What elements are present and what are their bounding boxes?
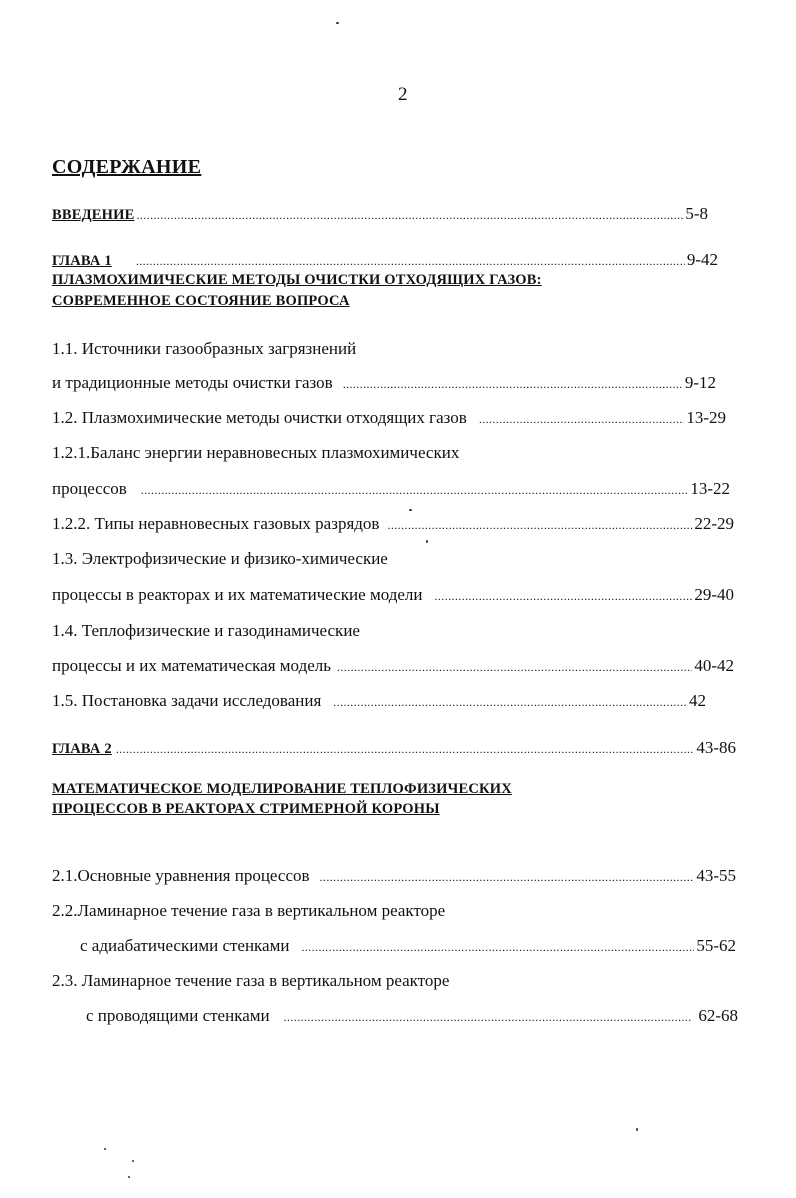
toc-entry-1-1[interactable] [52,373,716,393]
toc-entry-2-1[interactable] [52,866,736,886]
toc-entry-1-4[interactable] [52,656,734,676]
page-title: СОДЕРЖАНИЕ [52,156,202,178]
toc-pages: 40-42 [694,656,734,675]
toc-entry-2-2-line1: 2.2.Ламинарное течение газа в вертикальном реакторе [52,901,446,920]
toc-pages: 43-86 [696,738,736,757]
toc-pages: 9-42 [686,250,718,269]
toc-pages: 5-8 [685,204,708,223]
toc-pages: 9-12 [684,373,716,392]
toc-label: процессов [52,479,127,498]
dot-leader [343,377,683,392]
dot-leader [320,870,695,885]
dot-leader [387,518,692,533]
toc-pages: 42 [689,691,706,710]
dot-leader [435,589,693,604]
dot-leader [141,483,689,498]
toc-entry-chapter2[interactable] [52,738,736,758]
toc-entry-2-3-line1: 2.3. Ламинарное течение газа в вертикальном реакторе [52,971,450,990]
chapter2-title-line1: МАТЕМАТИЧЕСКОЕ МОДЕЛИРОВАНИЕ ТЕПЛОФИЗИЧЕСКИХ [52,781,512,797]
toc-label: процессы и их математическая модель [52,656,331,675]
toc-label: с адиабатическими стенками [80,936,290,955]
toc-pages: 22-29 [694,514,734,533]
dot-leader [301,940,694,955]
scan-speck [132,1160,134,1162]
chapter2-title-line2: ПРОЦЕССОВ В РЕАКТОРАХ СТРИМЕРНОЙ КОРОНЫ [52,801,440,817]
dot-leader [136,254,685,269]
toc-label: 1.2.2. Типы неравновесных газовых разрядов [52,514,380,533]
toc-pages: 43-55 [696,866,736,885]
toc-entry-2-2[interactable] [80,936,736,956]
toc-label: 1.5. Постановка задачи исследования [52,691,322,710]
chapter1-title-line2: СОВРЕМЕННОЕ СОСТОЯНИЕ ВОПРОСА [52,293,350,309]
toc-label: ВВЕДЕНИЕ [52,207,135,223]
scan-speck [409,509,412,511]
toc-entry-1-5[interactable] [52,691,706,711]
chapter1-title-line1: ПЛАЗМОХИМИЧЕСКИЕ МЕТОДЫ ОЧИСТКИ ОТХОДЯЩИХ ГАЗОВ: [52,272,542,288]
toc-entry-1-1-line1: 1.1. Источники газообразных загрязнений [52,339,357,358]
toc-pages: 55-62 [696,936,736,955]
toc-label: и традиционные методы очистки газов [52,373,333,392]
dot-leader [137,208,684,223]
scan-speck [336,22,339,24]
toc-pages: 13-22 [690,479,730,498]
toc-label: 1.2. Плазмохимические методы очистки отходящих газов [52,408,467,427]
toc-entry-intro[interactable] [52,204,708,224]
toc-pages: 62-68 [698,1006,738,1025]
toc-entry-1-2-1-line1: 1.2.1.Баланс энергии неравновесных плазмохимических [52,443,460,462]
toc-label: 2.1.Основные уравнения процессов [52,866,310,885]
dot-leader [284,1010,693,1025]
dot-leader [333,695,687,710]
toc-label: с проводящими стенками [86,1006,270,1025]
scan-speck [636,1128,638,1131]
scan-speck [128,1176,130,1178]
toc-label: ГЛАВА 2 [52,741,112,757]
dot-leader [479,412,685,427]
toc-entry-2-3[interactable] [86,1006,738,1026]
toc-entry-1-2-2[interactable] [52,514,734,534]
toc-entry-1-2-1[interactable] [52,479,730,499]
toc-entry-1-4-line1: 1.4. Теплофизические и газодинамические [52,621,360,640]
dot-leader [116,742,695,757]
toc-label: ГЛАВА 1 [52,253,112,269]
scan-speck [104,1148,106,1150]
toc-entry-1-3-line1: 1.3. Электрофизические и физико-химические [52,549,388,568]
toc-entry-1-3[interactable] [52,585,734,605]
scan-speck [426,540,428,543]
toc-entry-chapter1[interactable] [52,250,718,270]
dot-leader [337,660,692,675]
toc-entry-1-2[interactable] [52,408,726,428]
toc-pages: 29-40 [694,585,734,604]
toc-pages: 13-29 [686,408,726,427]
page-number: 2 [398,84,408,105]
toc-label: процессы в реакторах и их математические модели [52,585,423,604]
